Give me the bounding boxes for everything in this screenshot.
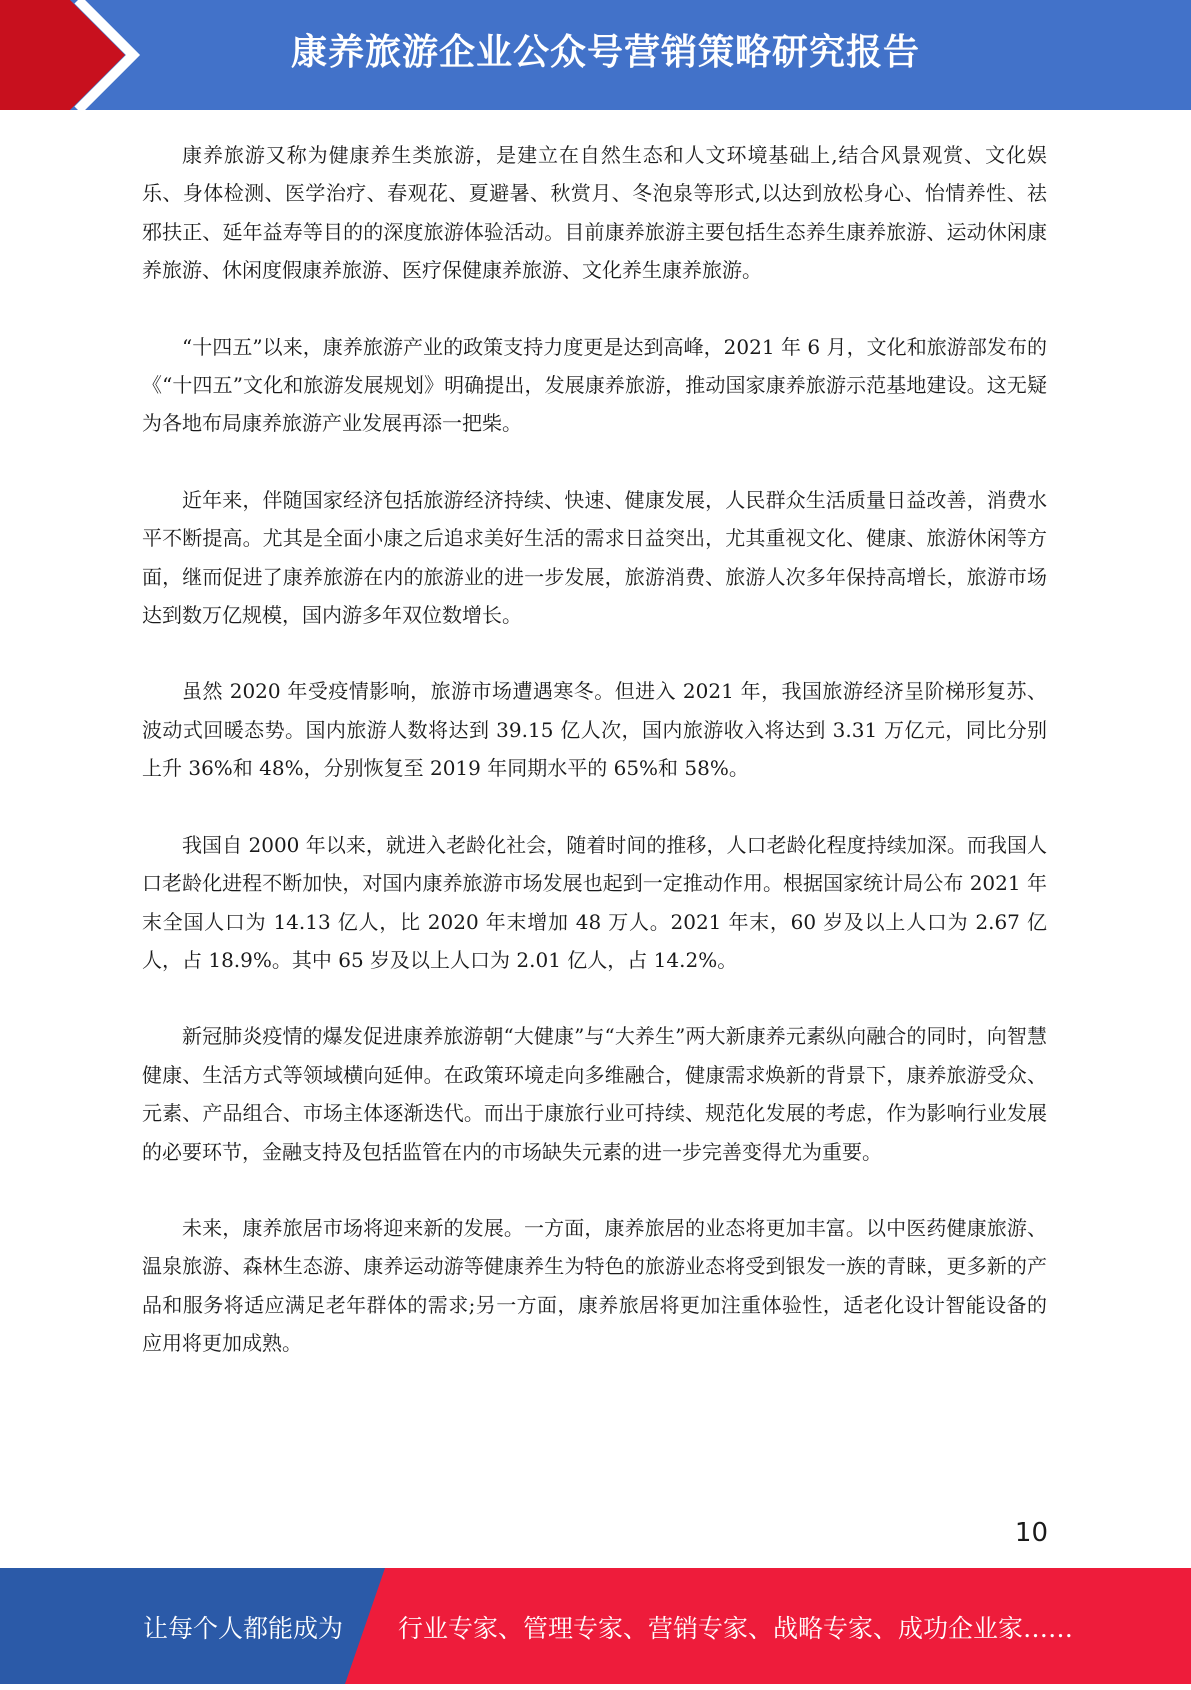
paragraph-1: 康养旅游又称为健康养生类旅游，是建立在自然生态和人文环境基础上,结合风景观赏、文化娱乐、身体检测、医学治疗、春观花、夏避暑、秋赏月、冬泡泉等形式,以达到放松身心、怡情养性、祛邪扶正、延年益寿等目的的深度旅游体验活动。目前康养旅游主要包括生态养生康养旅游、运动休闲康养旅游、休闲度假康养旅游、医疗保健康养旅游、文化养生康养旅游。 xyxy=(142,143,1047,283)
paragraph-3: 近年来，伴随国家经济包括旅游经济持续、快速、健康发展，人民群众生活质量日益改善，消费水平不断提高。尤其是全面小康之后追求美好生活的需求日益突出，尤其重视文化、健康、旅游休闲等方面，继而促进了康养旅游在内的旅游业的进一步发展，旅游消费、旅游人次多年保持高增长，旅游市场达到数万亿规模，国内游多年双位数增长。 xyxy=(142,487,1047,628)
header-bar xyxy=(0,0,1191,110)
page-number: 10 xyxy=(1014,1518,1048,1548)
footer-bar xyxy=(0,1568,1191,1684)
paragraph-4: 虽然 2020 年受疫情影响，旅游市场遭遇寒冬。但进入 2021 年，我国旅游经济呈阶梯形复苏、波动式回暖态势。国内旅游人数将达到 39.15 亿人次，国内旅游收入将达到 3.31 万亿元，同比分别上升 36%和 48%，分别恢复至 2019 年同期水平的 65%和 58%。 xyxy=(142,679,1047,781)
footer-slogan-left: 让每个人都能成为 xyxy=(143,1614,344,1643)
paragraph-7: 未来，康养旅居市场将迎来新的发展。一方面，康养旅居的业态将更加丰富。以中医药健康旅游、温泉旅游、森林生态游、康养运动游等健康养生为特色的旅游业态将受到银发一族的青睐，更多新的产品和服务将适应满足老年群体的需求;另一方面，康养旅居将更加注重体验性，适老化设计智能设备的应用将更加成熟。 xyxy=(142,1215,1047,1356)
paragraph-6: 新冠肺炎疫情的爆发促进康养旅游朝“大健康”与“大养生”两大新康养元素纵向融合的同时，向智慧健康、生活方式等领域横向延伸。在政策环境走向多维融合，健康需求焕新的背景下，康养旅游受众、元素、产品组合、市场主体逐渐迭代。而出于康旅行业可持续、规范化发展的考虑，作为影响行业发展的必要环节，金融支持及包括监管在内的市场缺失元素的进一步完善变得尤为重要。 xyxy=(142,1024,1047,1164)
document-body xyxy=(142,136,1047,1401)
paragraph-5: 我国自 2000 年以来，就进入老龄化社会，随着时间的推移，人口老龄化程度持续加深。而我国人口老龄化进程不断加快，对国内康养旅游市场发展也起到一定推动作用。根据国家统计局公布 2021 年末全国人口为 14.13 亿人，比 2020 年末增加 48 万人。2021 年末，60 岁及以上人口为 2.67 亿人，占 18.9%。其中 65 岁及以上人口为 2.01 亿人，占 14.2%。 xyxy=(142,832,1047,972)
footer-slogan-right: 行业专家、管理专家、营销专家、战略专家、成功企业家…… xyxy=(398,1614,1074,1643)
paragraph-2: “十四五”以来，康养旅游产业的政策支持力度更是达到高峰，2021 年 6 月，文化和旅游部发布的《“十四五”文化和旅游发展规划》明确提出，发展康养旅游，推动国家康养旅游示范基地建设。这无疑为各地布局康养旅游产业发展再添一把柴。 xyxy=(142,334,1047,436)
report-title: 康养旅游企业公众号营销策略研究报告 xyxy=(290,32,920,73)
